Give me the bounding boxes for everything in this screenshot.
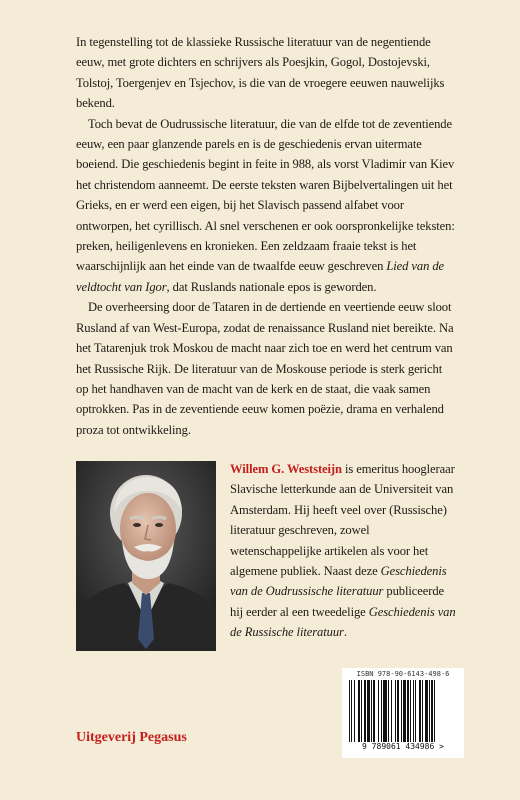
barcode-bar	[429, 680, 430, 742]
blurb-paragraph-1: In tegenstelling tot de klassieke Russische literatuur van de negentiende eeuw, met grote dichters en schrijvers als Poesjkin, Gogol, Dostojevski, Tolstoj, Toergenjev en Tsjechov, is die van de vroegere eeuwen nauwelijks bekend.	[76, 35, 445, 111]
author-photo	[76, 461, 216, 651]
barcode-bar	[410, 680, 411, 742]
author-bio-text-1: is emeritus hoogleraar Slavische letterkunde aan de Universiteit van Amsterdam. Hij heeft veel over (Russische) literatuur geschreven, zowel wetenschappelijke artikelen als voor het algemene publiek. Naast deze	[230, 462, 455, 579]
barcode-bar	[415, 680, 416, 742]
barcode-bar	[383, 680, 387, 742]
barcode-bar	[419, 680, 421, 742]
barcode-bar	[361, 680, 362, 742]
barcode-bar	[358, 680, 360, 742]
book-title-russische: Geschiedenis van de Russische literatuur	[230, 604, 456, 640]
barcode-bar	[395, 680, 396, 742]
barcode-bar	[371, 680, 372, 742]
barcode-icon	[349, 680, 457, 742]
blurb-text	[76, 32, 456, 440]
barcode-bar	[434, 680, 435, 742]
barcode-bar	[407, 680, 409, 742]
barcode-bar	[378, 680, 379, 742]
barcode-bar	[401, 680, 402, 742]
blurb-paragraph-3: De overheersing door de Tataren in de dertiende en veertiende eeuw sloot Rusland af van West-Europa, zodat de renaissance Rusland niet bereikte. Na het Tatarenjuk trok Moskou de macht naar zich toe en werd het centrum van het Russische Rijk. De literatuur van de Moskouse periode is sterk gericht op het handhaven van de macht van de kerk en de staat, die vaak samen optrokken. Pas in de zeventiende eeuw komen poëzie, drama en verhalend proza tot ontwikkeling.	[76, 300, 454, 437]
barcode-panel	[342, 668, 464, 758]
barcode-bar	[388, 680, 389, 742]
blurb-paragraph-2-end: , dat Ruslands nationale epos is geworden.	[166, 279, 377, 294]
barcode-bar	[431, 680, 433, 742]
barcode-bar	[391, 680, 392, 742]
barcode-bar	[413, 680, 414, 742]
author-bio-text-3: .	[343, 625, 347, 640]
barcode-bar	[373, 680, 375, 742]
barcode-bar	[364, 680, 366, 742]
barcode-bar	[397, 680, 399, 742]
barcode-bar	[351, 680, 352, 742]
publisher-name: Uitgeverij Pegasus	[76, 730, 187, 745]
barcode-bar	[403, 680, 406, 742]
author-portrait-image	[76, 461, 216, 651]
author-bio-paragraph	[230, 459, 460, 643]
barcode-bar	[381, 680, 382, 742]
author-bio	[230, 459, 460, 643]
blurb-book-title-igor: Lied van de veldtocht van Igor	[76, 259, 445, 294]
blurb-paragraph-2-text: Toch bevat de Oudrussische literatuur, die van de elfde tot de zeventiende eeuw, een paar glanzende parels en is de geschiedenis ervan uitermate boeiend. Die geschiedenis begint in feite in 988, als vorst Vladimir van Kiev het christendom aanneemt. De eerste teksten waren Bijbelvertalingen uit het Grieks, en er werd een eigen, bij het Slavisch passend alfabet voor ontworpen, het cyrillisch. Al snel verschenen er ook oorspronkelijke teksten: preken, heiligenlevens en kronieken. Een zeldzaam fraaie tekst is het waarschijnlijk aan het einde van de twaalfde eeuw geschreven	[76, 116, 455, 274]
barcode-bar	[354, 680, 355, 742]
barcode-bar	[349, 680, 350, 742]
barcode-bar	[422, 680, 423, 742]
author-name: Willem G. Weststeijn	[230, 462, 342, 476]
isbn-label: ISBN 978-90-6143-498-6	[356, 670, 450, 678]
barcode-bar	[367, 680, 370, 742]
blurb-paragraph-2	[76, 114, 456, 298]
author-bio-text-2: publiceerde hij eerder al een tweedelige	[230, 584, 445, 619]
barcode-number: 9 789061 434986 >	[362, 742, 444, 751]
barcode-bar	[425, 680, 428, 742]
book-title-oudrussische: Geschiedenis van de Oudrussische literatuur	[230, 564, 447, 599]
